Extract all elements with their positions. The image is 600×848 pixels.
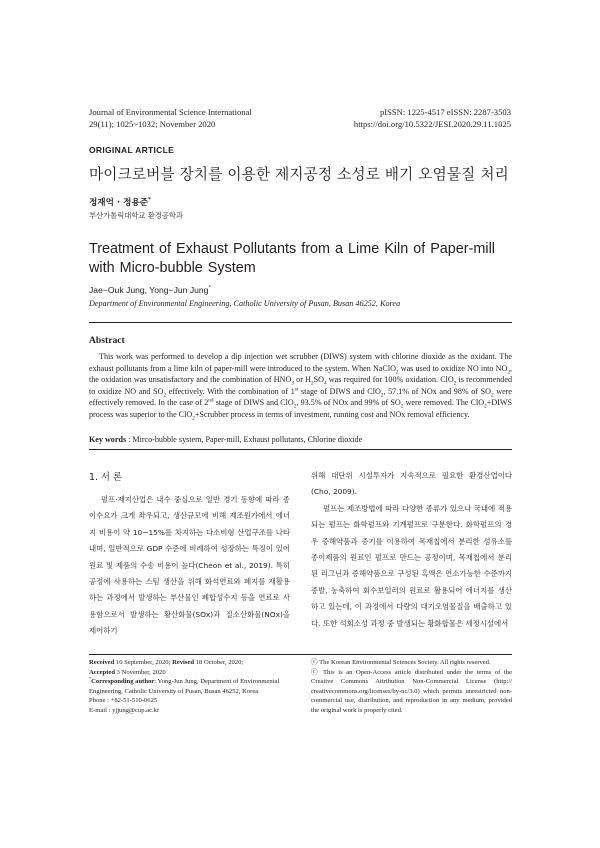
footnote-divider [89,654,512,655]
dates-accepted: Accepted 3 November, 2020 [89,668,166,676]
body-column-left [89,492,290,640]
intro-paragraph-2: 펄프는 제조방법에 따라 다양한 종류가 있으나 국내에 적용되는 펄프는 화학펄프와 기계펄프로 구분한다. 화학펄프의 경우 증해약품과 증기를 이용하여 목재칩에서 분리한 섬유소를 종이제품의 원료인 펄프로 만드는 공정이며, 목재칩에서 분리된 리그닌과 증해약품으로 구성된 흑액은 연소가능한 수준까지 증발, 농축하여 회수보일러의 원료로 활용되어 에너지를 생산하고 있는데, 이 과정에서 다량의 대기오염물질을 배출하고 있다. 또한 석회소성 과정 중 발생되는 황화합물은 세정시설에서 [311,503,512,628]
korean-author-names: 정재억 · 정용준 [89,198,149,208]
intro-paragraph-1: 펄프·제지산업은 내수 중심으로 일반 경기 동향에 따라 종이수요가 크게 좌우되고, 생산규모에 비해 제조원가에서 에너지 비용이 약 10~15%를 차지하는 다소비형 산업구조를 나타내며, 일반적으로 GDP 수준에 비례하여 성장하는 특징이 있어 원료 및 제품의 수송 비용이 높다(Cheon et al., 2019). 특히 공정에 사용하는 스팀 생산을 위해 화석연료와 폐지를 재활용하는 과정에서 발생하는 부산물인 폐합성수지 등을 연료로 사용함으로서 발생하는 황산화물(SOx)과 질소산화물(NOx)을 제어하기 [89,495,290,636]
footnote-right [311,658,512,716]
english-title: Treatment of Exhaust Pollutants from a Lime Kiln of Paper-mill with Micro-bubble System [89,241,495,276]
keywords [89,435,512,444]
abstract-text: This work was performed to develop a dip injection wet scrubber (DIWS) system with chlorine dioxide as the oxidant. The exhaust pollutants from a lime kiln of paper-mill were introduced to the system. When NaClO$_2$ was used to oxidize NO into $NO_2$, the oxidation was unsatisfactory and the combination of $HNO_3$ or $H_2SO_4$ was required for 100% oxidation. ClO$_2$ is recommended to oxidize NO and $SO_2$ effectively. With the combination of 1st stage of DIWS and ClO$_2$, 57.1% of NOx and 98% of $SO_2$ were effectively removed. In the case of 2nd stage of DIWS and ClO$_2$, 93.5% of NOx and 99% of $SO_2$ were removed. The ClO$_2$+DIWS process was superior to the ClO$_2$+Scrubber process in terms of investment, running cost and NOx removal efficiency. [89,352,513,422]
section-heading-introduction: 1. 서 론 [89,472,123,483]
license-notice: ⓒ This is an Open-Access article distributed under the terms of the Creative Commons Attribution Non-Commercial License (http:// creativecommons.org/licenses/by-nc/3.0) which permits unrestricted non-commercial use, distribution, and reproduction in any medium, provided the original work is properly cited. [311,668,512,714]
english-author-names: Jae−Ouk Jung, Yong−Jun Jung [89,285,209,295]
english-affiliation: Department of Environmental Engineering, Catholic University of Pusan, Busan 46252, Korea [89,299,401,308]
email-link[interactable]: E-mail : yjjung@cup.ac.kr [89,706,160,714]
intro-paragraph-1-cont: 위해 대단위 시설투자가 지속적으로 필요한 환경산업이다(Cho, 2009). [311,471,512,497]
phone: Phone : +82-51-510-0625 [89,697,158,705]
issn: pISSN: 1225-4517 eISSN: 2287-3503 [379,107,511,117]
doi-link[interactable]: https://doi.org/10.5322/JESI.2020.29.11.1025 [353,119,511,129]
divider-keywords [89,449,512,450]
keywords-label: Key words [89,435,127,444]
divider-top [89,322,512,323]
body-column-right [311,468,512,632]
footnote-left [89,658,294,716]
english-author-mark: * [208,285,211,292]
volume-pages: 29(11); 1025~1032; November 2020 [89,119,216,129]
journal-name: Journal of Environmental Science International [89,107,252,117]
article-type: ORIGINAL ARTICLE [89,145,175,155]
journal-header-left [89,106,252,130]
journal-header-right [354,106,511,130]
korean-author-mark: * [148,197,151,204]
keywords-text: : Mirco-bubble system, Paper-mill, Exhaust pollutants, Chlorine dioxide [126,435,363,444]
corresponding-author: *Corresponding author: Yong-Jun Jung, Department of Environmental Engineering, Catholic University of Pusan, Busan 46252, Korea [89,676,280,695]
korean-title: 마이크로버블 장치를 이용한 제지공정 소성로 배기 오염물질 처리 [89,166,509,183]
korean-affiliation: 부산가톨릭대학교 환경공학과 [89,211,183,220]
abstract-heading: Abstract [89,335,125,346]
english-authors [89,285,211,295]
copyright-notice: ⓒ The Korean Environmental Sciences Society. All rights reserved. [311,659,491,666]
korean-authors [89,196,151,208]
dates-received-revised: Received 10 September, 2020; Revised 18 October, 2020; [89,659,244,666]
